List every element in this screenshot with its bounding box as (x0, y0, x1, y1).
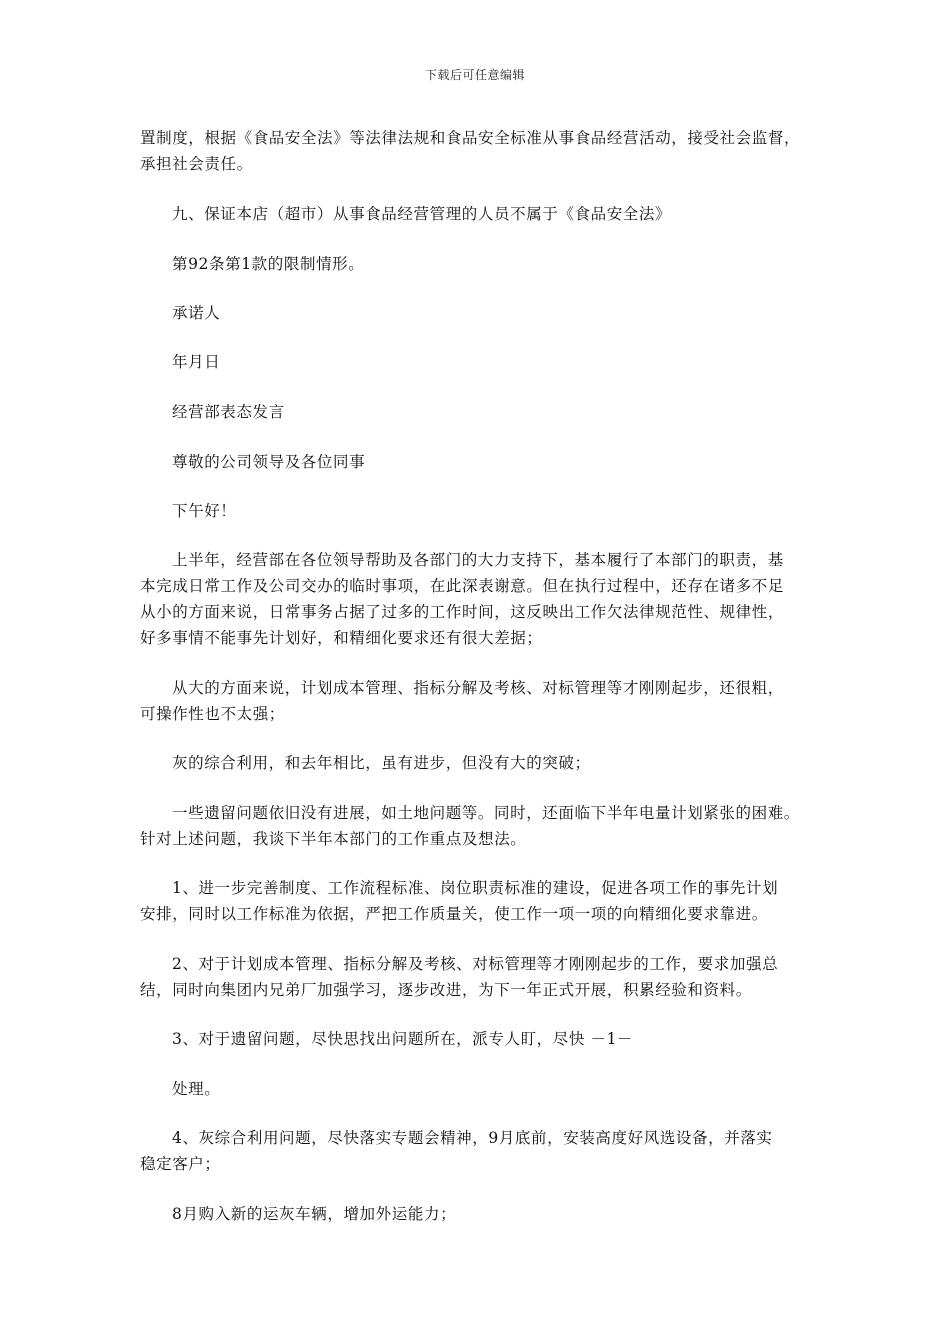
text-line: 3、对于遗留问题，尽快思找出问题所在，派专人盯，尽快 －1－ (172, 1030, 634, 1048)
text-line: 承担社会责任。 (140, 155, 253, 173)
text-line: 第92条第1款的限制情形。 (172, 255, 365, 273)
text-line: 结，同时向集团内兄弟厂加强学习，逐步改进，为下一年正式开展，积累经验和资料。 (140, 981, 752, 999)
text-line: 处理。 (172, 1080, 221, 1098)
text-line: 承诺人 (172, 304, 221, 322)
text-line: 一些遗留问题依旧没有进展，如土地问题等。同时，还面临下半年电量计划紧张的困难。 (172, 804, 800, 822)
text-line: 九、保证本店（超市）从事食品经营管理的人员不属于《食品安全法》 (172, 205, 672, 223)
page-header: 下载后可任意编辑 (424, 68, 525, 82)
text-line: 尊敬的公司领导及各位同事 (172, 453, 366, 471)
text-line: 灰的综合利用，和去年相比，虽有进步，但没有大的突破； (172, 754, 591, 772)
text-line: 2、对于计划成本管理、指标分解及考核、对标管理等才刚刚起步的工作，要求加强总 (172, 955, 779, 973)
text-line: 好多事情不能事先计划好，和精细化要求还有很大差据； (140, 629, 543, 647)
text-line: 稳定客户； (140, 1155, 221, 1173)
text-line: 年月日 (172, 353, 221, 371)
text-line: 置制度，根据《食品安全法》等法律法规和食品安全标准从事食品经营活动，接受社会监督， (140, 129, 801, 147)
text-line: 针对上述问题，我谈下半年本部门的工作重点及想法。 (140, 830, 527, 848)
text-line: 安排，同时以工作标准为依据，严把工作质量关，使工作一项一项的向精细化要求靠进。 (140, 905, 768, 923)
text-line: 从大的方面来说，计划成本管理、指标分解及考核、对标管理等才刚刚起步，还很粗， (172, 679, 784, 697)
text-line: 可操作性也不太强； (140, 705, 285, 723)
text-line: 8月购入新的运灰车辆，增加外运能力； (172, 1205, 457, 1223)
text-line: 4、灰综合利用问题，尽快落实专题会精神，9月底前，安装高度好风选设备，并落实 (172, 1129, 773, 1147)
text-line: 下午好！ (172, 502, 237, 520)
text-line: 上半年，经营部在各位领导帮助及各部门的大力支持下，基本履行了本部门的职责，基 (172, 551, 784, 569)
text-line: 从小的方面来说，日常事务占据了过多的工作时间，这反映出工作欠法律规范性、规律性， (140, 603, 785, 621)
text-line: 经营部表态发言 (172, 403, 285, 421)
text-line: 1、进一步完善制度、工作流程标准、岗位职责标准的建设，促进各项工作的事先计划 (172, 879, 779, 897)
text-line: 本完成日常工作及公司交办的临时事项，在此深表谢意。但在执行过程中，还存在诸多不足 (140, 577, 785, 595)
